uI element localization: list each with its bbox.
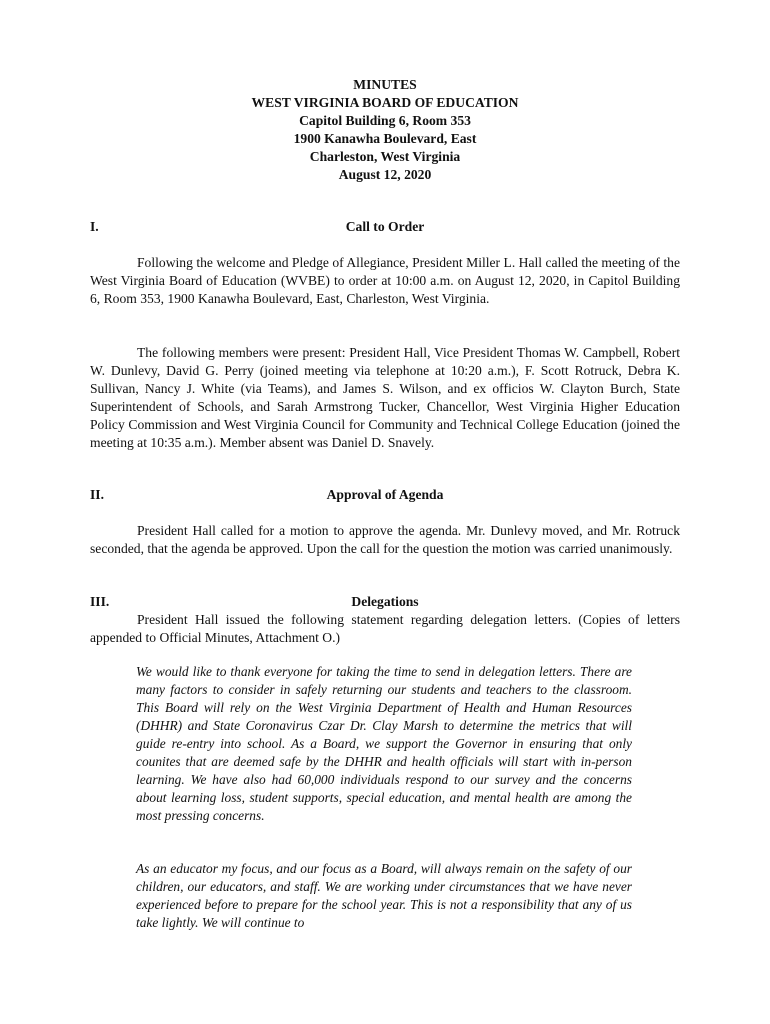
section-number: II. bbox=[90, 487, 104, 502]
header-street: 1900 Kanawha Boulevard, East bbox=[293, 131, 477, 146]
quote-delegation-statement-1: We would like to thank everyone for taking the time to send in delegation letters. There are many factors to consider in safely returning our students and teachers to the classroom. This Board will rely on the West Virginia Department of Health and Human Resources (DHHR) and State Coronavirus Czar Dr. Clay Marsh to determine the metrics that will guide re-entry into school. As a Board, we support the Governor in ensuring that only counites that are deemed safe by the DHHR and health officials will start with in-person learning. We have also had 60,000 individuals respond to our survey and the concerns about learning loss, student supports, special education, and mental health are among the most pressing concerns. bbox=[136, 664, 632, 823]
header-organization: WEST VIRGINIA BOARD OF EDUCATION bbox=[251, 95, 519, 110]
header-city: Charleston, West Virginia bbox=[309, 149, 461, 164]
section-number: I. bbox=[90, 219, 99, 234]
header-title: MINUTES bbox=[353, 77, 417, 92]
quote-delegation-statement-2: As an educator my focus, and our focus as a Board, will always remain on the safety of our children, our educators, and staff. We are working under circumstances that we have never experienced before to prepare for the school year. This is not a responsibility that any of us take lightly. We will continue to bbox=[136, 861, 632, 930]
paragraph-call-to-order: Following the welcome and Pledge of Allegiance, President Miller L. Hall called the meeting of the West Virginia Board of Education (WVBE) to order at 10:00 a.m. on August 12, 2020, in Capitol Building 6, Room 353, 1900 Kanawha Boulevard, East, Charleston, West Virginia. bbox=[90, 255, 680, 306]
section-heading-delegations bbox=[90, 593, 680, 611]
header-date: August 12, 2020 bbox=[338, 167, 432, 182]
paragraph-approval-of-agenda: President Hall called for a motion to approve the agenda. Mr. Dunlevy moved, and Mr. Rotruck seconded, that the agenda be approved. Upon the call for the question the motion was carried unanimously. bbox=[90, 523, 680, 556]
section-heading-approval-of-agenda bbox=[90, 486, 680, 504]
section-heading-call-to-order bbox=[90, 218, 680, 236]
section-title: Delegations bbox=[351, 594, 419, 609]
header-building: Capitol Building 6, Room 353 bbox=[299, 113, 471, 128]
paragraph-delegations: President Hall issued the following statement regarding delegation letters. (Copies of letters appended to Official Minutes, Attachment O.) bbox=[90, 612, 680, 645]
section-title: Approval of Agenda bbox=[326, 487, 444, 502]
section-number: III. bbox=[90, 594, 110, 609]
minutes-header bbox=[0, 76, 770, 184]
paragraph-members-present: The following members were present: President Hall, Vice President Thomas W. Campbell, Robert W. Dunlevy, David G. Perry (joined meeting via telephone at 10:20 a.m.), F. Scott Rotruck, Debra K. Sullivan, Nancy J. White (via Teams), and James S. Wilson, and ex officios W. Clayton Burch, State Superintendent of Schools, and Sarah Armstrong Tucker, Chancellor, West Virginia Higher Education Policy Commission and West Virginia Council for Community and Technical College Education (joined the meeting at 10:35 a.m.). Member absent was Daniel D. Snavely. bbox=[90, 345, 680, 450]
section-title: Call to Order bbox=[345, 219, 425, 234]
